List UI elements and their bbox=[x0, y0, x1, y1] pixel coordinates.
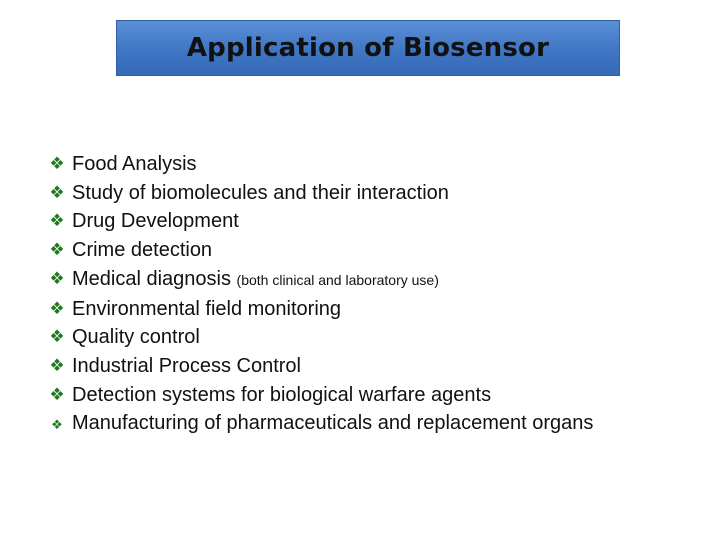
list-item bbox=[48, 295, 708, 324]
list-item-text: Medical diagnosis bbox=[72, 267, 237, 290]
list-item-text: Drug Development bbox=[72, 210, 239, 233]
title-banner bbox=[116, 20, 620, 76]
diamond-bullet-icon: ❖ bbox=[49, 154, 65, 173]
diamond-bullet-icon: ❖ bbox=[49, 182, 65, 202]
diamond-bullet-icon: ❖ bbox=[51, 417, 63, 433]
diamond-bullet-icon: ❖ bbox=[49, 298, 65, 318]
list-item-text: Quality control bbox=[72, 326, 200, 349]
list-item-text: Food Analysis bbox=[72, 153, 197, 175]
list-item-text: Study of biomolecules and their interaction bbox=[72, 181, 449, 204]
diamond-bullet-icon: ❖ bbox=[49, 211, 65, 231]
diamond-bullet-icon: ❖ bbox=[49, 327, 65, 347]
list-item-text: Manufacturing of pharmaceuticals and replacement organs bbox=[72, 412, 594, 435]
application-list bbox=[48, 150, 708, 438]
list-item bbox=[48, 409, 692, 438]
diamond-bullet-icon: ❖ bbox=[49, 268, 65, 288]
list-item-note: (both clinical and laboratory use) bbox=[236, 271, 439, 288]
list-item bbox=[48, 207, 708, 236]
diamond-bullet-icon: ❖ bbox=[49, 384, 65, 404]
list-item bbox=[48, 236, 708, 265]
slide-title: Application of Biosensor bbox=[186, 33, 550, 63]
list-item-text: Crime detection bbox=[72, 239, 213, 262]
list-item-text: Detection systems for biological warfare agents bbox=[72, 383, 492, 406]
list-item-text: Environmental field monitoring bbox=[72, 297, 342, 320]
list-item bbox=[48, 352, 708, 381]
list-item bbox=[48, 323, 708, 352]
diamond-bullet-icon: ❖ bbox=[49, 240, 65, 260]
list-item-text: Industrial Process Control bbox=[72, 354, 301, 377]
diamond-bullet-icon: ❖ bbox=[49, 355, 65, 375]
list-item bbox=[48, 265, 708, 295]
list-item bbox=[48, 179, 708, 208]
list-item bbox=[48, 381, 708, 410]
list-item bbox=[48, 150, 708, 179]
